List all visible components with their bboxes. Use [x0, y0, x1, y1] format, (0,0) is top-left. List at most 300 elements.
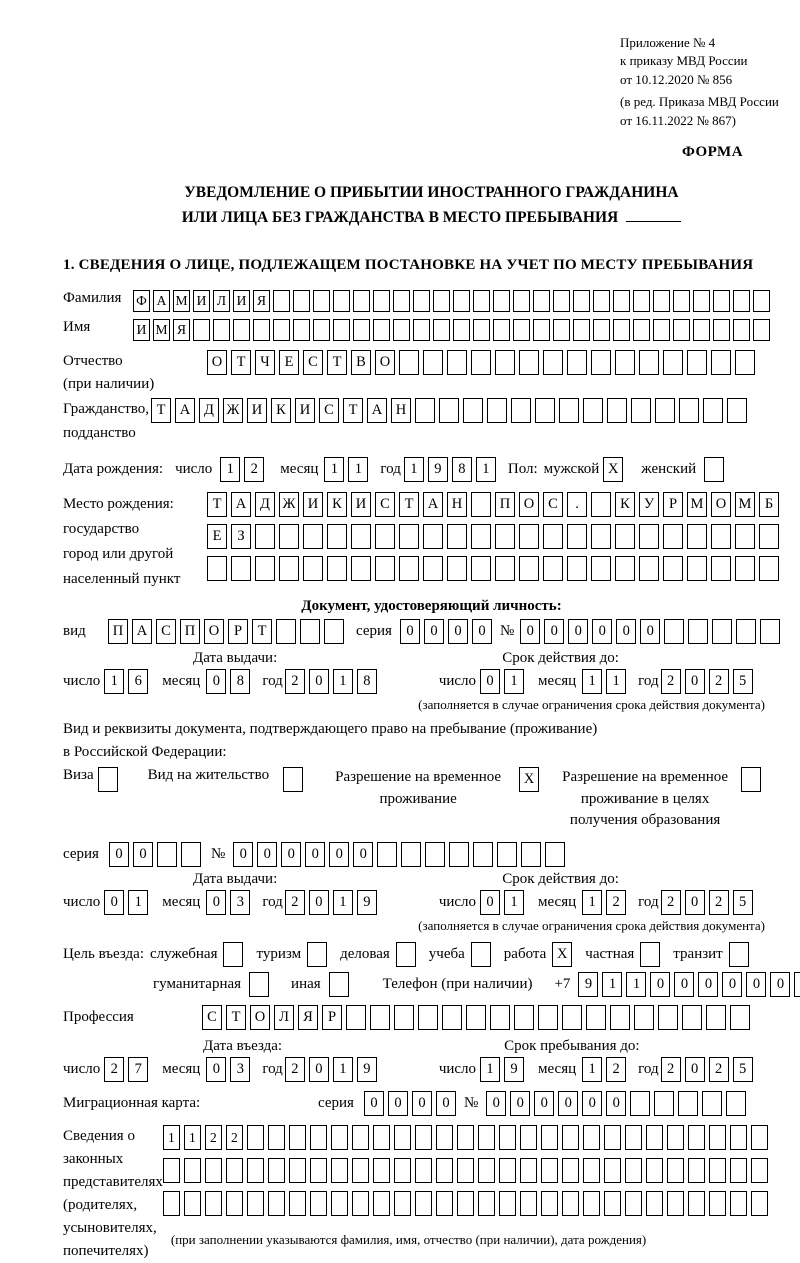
char-cell[interactable] [730, 1005, 750, 1030]
char-cell[interactable]: А [132, 619, 152, 644]
char-cell[interactable] [733, 319, 750, 341]
char-cell[interactable]: И [247, 398, 267, 423]
char-cell[interactable] [473, 842, 493, 867]
visa-checkbox[interactable] [98, 767, 122, 792]
char-cell[interactable]: А [367, 398, 387, 423]
char-cell[interactable] [679, 398, 699, 423]
rvp-education-checkbox[interactable] [741, 767, 765, 792]
char-cell[interactable] [711, 524, 731, 549]
char-cell[interactable] [511, 398, 531, 423]
char-cell[interactable] [490, 1005, 510, 1030]
char-cell[interactable]: С [202, 1005, 222, 1030]
char-cell[interactable] [303, 556, 323, 581]
char-cell[interactable]: 0 [674, 972, 694, 997]
char-cell[interactable] [353, 319, 370, 341]
char-cell[interactable] [436, 1158, 453, 1183]
char-cell[interactable]: Р [322, 1005, 342, 1030]
char-cell[interactable] [293, 319, 310, 341]
char-cell[interactable]: М [687, 492, 707, 517]
char-cell[interactable] [633, 319, 650, 341]
residence-valid-year-cells[interactable] [661, 890, 757, 915]
char-cell[interactable] [193, 319, 210, 341]
char-cell[interactable]: О [519, 492, 539, 517]
char-cell[interactable]: И [193, 290, 210, 312]
char-cell[interactable]: О [375, 350, 395, 375]
char-cell[interactable] [615, 556, 635, 581]
char-cell[interactable]: 2 [104, 1057, 124, 1082]
char-cell[interactable] [730, 1125, 747, 1150]
char-cell[interactable]: С [375, 492, 395, 517]
char-cell[interactable] [423, 524, 443, 549]
char-cell[interactable] [541, 1125, 558, 1150]
char-cell[interactable] [255, 556, 275, 581]
char-cell[interactable] [625, 1191, 642, 1216]
char-cell[interactable]: 0 [582, 1091, 602, 1116]
birth-place-cells-1[interactable] [207, 492, 783, 517]
char-cell[interactable]: В [351, 350, 371, 375]
valid-day-cells[interactable] [480, 669, 528, 694]
char-cell[interactable]: 9 [578, 972, 598, 997]
char-cell[interactable]: М [173, 290, 190, 312]
entry-day-cells[interactable] [104, 1057, 152, 1082]
char-cell[interactable] [640, 942, 660, 967]
entry-month-cells[interactable] [206, 1057, 254, 1082]
char-cell[interactable]: Т [231, 350, 251, 375]
surname-cells[interactable] [133, 290, 773, 312]
char-cell[interactable] [519, 556, 539, 581]
char-cell[interactable]: 0 [685, 890, 705, 915]
char-cell[interactable] [513, 319, 530, 341]
char-cell[interactable] [499, 1158, 516, 1183]
char-cell[interactable]: 0 [698, 972, 718, 997]
char-cell[interactable] [562, 1005, 582, 1030]
char-cell[interactable] [615, 350, 635, 375]
char-cell[interactable] [329, 972, 349, 997]
char-cell[interactable] [399, 556, 419, 581]
char-cell[interactable] [373, 319, 390, 341]
char-cell[interactable]: 1 [324, 457, 344, 482]
char-cell[interactable] [583, 398, 603, 423]
char-cell[interactable] [415, 1158, 432, 1183]
char-cell[interactable]: Т [151, 398, 171, 423]
char-cell[interactable]: 2 [285, 890, 305, 915]
char-cell[interactable]: П [108, 619, 128, 644]
rvp-checkbox[interactable] [519, 767, 543, 792]
char-cell[interactable]: И [303, 492, 323, 517]
char-cell[interactable] [207, 556, 227, 581]
char-cell[interactable]: 0 [364, 1091, 384, 1116]
char-cell[interactable]: 1 [602, 972, 622, 997]
char-cell[interactable] [664, 619, 684, 644]
char-cell[interactable]: 0 [480, 669, 500, 694]
given-name-cells[interactable] [133, 319, 773, 341]
char-cell[interactable] [98, 767, 118, 792]
char-cell[interactable] [751, 1158, 768, 1183]
char-cell[interactable]: 2 [285, 669, 305, 694]
purpose-other-checkbox[interactable] [329, 972, 353, 997]
char-cell[interactable] [377, 842, 397, 867]
gender-female-checkbox[interactable] [704, 457, 728, 482]
char-cell[interactable] [533, 290, 550, 312]
char-cell[interactable] [688, 619, 708, 644]
char-cell[interactable] [184, 1158, 201, 1183]
char-cell[interactable] [591, 350, 611, 375]
char-cell[interactable] [276, 619, 296, 644]
char-cell[interactable] [663, 556, 683, 581]
char-cell[interactable] [654, 1091, 674, 1116]
char-cell[interactable] [730, 1191, 747, 1216]
char-cell[interactable] [760, 619, 780, 644]
legal-reps-cells-3[interactable] [163, 1191, 772, 1216]
char-cell[interactable] [693, 319, 710, 341]
char-cell[interactable] [559, 398, 579, 423]
char-cell[interactable]: 1 [104, 669, 124, 694]
char-cell[interactable]: . [567, 492, 587, 517]
char-cell[interactable] [268, 1191, 285, 1216]
char-cell[interactable] [646, 1158, 663, 1183]
gender-male-checkbox[interactable] [603, 457, 627, 482]
issue-year-cells[interactable] [285, 669, 381, 694]
char-cell[interactable]: 2 [606, 1057, 626, 1082]
char-cell[interactable]: 1 [404, 457, 424, 482]
char-cell[interactable] [373, 1191, 390, 1216]
char-cell[interactable] [593, 319, 610, 341]
char-cell[interactable] [289, 1158, 306, 1183]
char-cell[interactable] [591, 524, 611, 549]
char-cell[interactable]: 0 [650, 972, 670, 997]
char-cell[interactable]: А [175, 398, 195, 423]
char-cell[interactable]: П [495, 492, 515, 517]
char-cell[interactable]: А [231, 492, 251, 517]
char-cell[interactable] [324, 619, 344, 644]
char-cell[interactable]: Ф [133, 290, 150, 312]
char-cell[interactable]: 0 [305, 842, 325, 867]
char-cell[interactable] [735, 350, 755, 375]
char-cell[interactable] [639, 350, 659, 375]
issue-month-cells[interactable] [206, 669, 254, 694]
char-cell[interactable]: 3 [230, 1057, 250, 1082]
char-cell[interactable]: 2 [661, 669, 681, 694]
char-cell[interactable] [751, 1125, 768, 1150]
char-cell[interactable]: 2 [661, 1057, 681, 1082]
char-cell[interactable] [373, 1158, 390, 1183]
char-cell[interactable] [553, 319, 570, 341]
char-cell[interactable] [394, 1125, 411, 1150]
char-cell[interactable] [478, 1158, 495, 1183]
char-cell[interactable] [370, 1005, 390, 1030]
char-cell[interactable] [759, 556, 779, 581]
char-cell[interactable] [205, 1191, 222, 1216]
char-cell[interactable] [457, 1191, 474, 1216]
char-cell[interactable] [375, 524, 395, 549]
char-cell[interactable]: 0 [558, 1091, 578, 1116]
char-cell[interactable] [573, 319, 590, 341]
char-cell[interactable] [711, 556, 731, 581]
char-cell[interactable] [646, 1191, 663, 1216]
char-cell[interactable] [415, 1125, 432, 1150]
char-cell[interactable] [521, 842, 541, 867]
char-cell[interactable] [471, 350, 491, 375]
char-cell[interactable] [399, 524, 419, 549]
char-cell[interactable]: 0 [480, 890, 500, 915]
char-cell[interactable] [425, 842, 445, 867]
char-cell[interactable] [268, 1125, 285, 1150]
char-cell[interactable]: 0 [257, 842, 277, 867]
char-cell[interactable]: Р [663, 492, 683, 517]
char-cell[interactable]: 1 [582, 1057, 602, 1082]
char-cell[interactable] [313, 290, 330, 312]
char-cell[interactable] [759, 524, 779, 549]
residence-series-cells[interactable] [109, 842, 205, 867]
char-cell[interactable]: С [319, 398, 339, 423]
char-cell[interactable] [658, 1005, 678, 1030]
char-cell[interactable] [562, 1125, 579, 1150]
char-cell[interactable] [226, 1191, 243, 1216]
char-cell[interactable] [655, 398, 675, 423]
char-cell[interactable]: 1 [163, 1125, 180, 1150]
char-cell[interactable]: Л [213, 290, 230, 312]
char-cell[interactable]: Д [199, 398, 219, 423]
char-cell[interactable]: Р [228, 619, 248, 644]
char-cell[interactable] [753, 290, 770, 312]
char-cell[interactable] [583, 1158, 600, 1183]
entry-year-cells[interactable] [285, 1057, 381, 1082]
char-cell[interactable] [413, 319, 430, 341]
char-cell[interactable] [726, 1091, 746, 1116]
char-cell[interactable] [457, 1158, 474, 1183]
char-cell[interactable]: 6 [128, 669, 148, 694]
char-cell[interactable] [520, 1191, 537, 1216]
char-cell[interactable]: 2 [709, 669, 729, 694]
char-cell[interactable] [607, 398, 627, 423]
char-cell[interactable] [163, 1158, 180, 1183]
purpose-official-checkbox[interactable] [223, 942, 247, 967]
char-cell[interactable]: 8 [357, 669, 377, 694]
char-cell[interactable] [231, 556, 251, 581]
char-cell[interactable]: К [327, 492, 347, 517]
char-cell[interactable]: 0 [520, 619, 540, 644]
char-cell[interactable] [625, 1158, 642, 1183]
char-cell[interactable]: 0 [309, 669, 329, 694]
char-cell[interactable] [352, 1191, 369, 1216]
char-cell[interactable] [663, 350, 683, 375]
char-cell[interactable] [583, 1125, 600, 1150]
char-cell[interactable] [591, 556, 611, 581]
char-cell[interactable] [711, 350, 731, 375]
char-cell[interactable] [604, 1191, 621, 1216]
char-cell[interactable] [573, 290, 590, 312]
char-cell[interactable]: 0 [133, 842, 153, 867]
phone-cells[interactable] [578, 972, 800, 997]
legal-reps-cells-2[interactable] [163, 1158, 772, 1183]
char-cell[interactable]: 2 [606, 890, 626, 915]
char-cell[interactable]: Я [298, 1005, 318, 1030]
purpose-business-checkbox[interactable] [396, 942, 420, 967]
char-cell[interactable] [373, 290, 390, 312]
legal-reps-cells-1[interactable] [163, 1125, 772, 1150]
char-cell[interactable]: 0 [448, 619, 468, 644]
char-cell[interactable]: Ж [223, 398, 243, 423]
birth-place-cells-3[interactable] [207, 556, 783, 581]
valid-month-cells[interactable] [582, 669, 630, 694]
char-cell[interactable] [473, 319, 490, 341]
char-cell[interactable] [352, 1158, 369, 1183]
char-cell[interactable]: 1 [582, 890, 602, 915]
char-cell[interactable]: Б [759, 492, 779, 517]
char-cell[interactable]: 0 [309, 1057, 329, 1082]
char-cell[interactable] [543, 524, 563, 549]
char-cell[interactable] [591, 492, 611, 517]
char-cell[interactable] [519, 350, 539, 375]
char-cell[interactable] [399, 350, 419, 375]
purpose-study-checkbox[interactable] [471, 942, 495, 967]
char-cell[interactable]: 1 [184, 1125, 201, 1150]
char-cell[interactable]: И [233, 290, 250, 312]
char-cell[interactable] [289, 1191, 306, 1216]
purpose-private-checkbox[interactable] [640, 942, 664, 967]
char-cell[interactable]: 0 [685, 669, 705, 694]
char-cell[interactable] [310, 1125, 327, 1150]
char-cell[interactable] [567, 524, 587, 549]
char-cell[interactable]: 1 [582, 669, 602, 694]
char-cell[interactable] [663, 524, 683, 549]
char-cell[interactable] [541, 1191, 558, 1216]
char-cell[interactable]: 0 [534, 1091, 554, 1116]
char-cell[interactable] [184, 1191, 201, 1216]
char-cell[interactable]: О [207, 350, 227, 375]
char-cell[interactable] [730, 1158, 747, 1183]
char-cell[interactable] [712, 619, 732, 644]
birth-place-cells-2[interactable] [207, 524, 783, 549]
char-cell[interactable] [346, 1005, 366, 1030]
char-cell[interactable]: 1 [504, 890, 524, 915]
char-cell[interactable] [545, 842, 565, 867]
char-cell[interactable]: 2 [661, 890, 681, 915]
char-cell[interactable]: Н [447, 492, 467, 517]
char-cell[interactable] [673, 290, 690, 312]
purpose-tourism-checkbox[interactable] [307, 942, 331, 967]
char-cell[interactable]: 0 [424, 619, 444, 644]
char-cell[interactable]: 0 [400, 619, 420, 644]
profession-cells[interactable] [202, 1005, 754, 1030]
char-cell[interactable] [310, 1158, 327, 1183]
char-cell[interactable] [471, 942, 491, 967]
char-cell[interactable] [447, 350, 467, 375]
migration-number-cells[interactable] [486, 1091, 750, 1116]
char-cell[interactable] [634, 1005, 654, 1030]
char-cell[interactable] [533, 319, 550, 341]
char-cell[interactable]: У [639, 492, 659, 517]
char-cell[interactable] [255, 524, 275, 549]
char-cell[interactable] [415, 398, 435, 423]
purpose-work-checkbox[interactable] [552, 942, 576, 967]
char-cell[interactable] [226, 1158, 243, 1183]
char-cell[interactable] [436, 1191, 453, 1216]
char-cell[interactable] [478, 1125, 495, 1150]
char-cell[interactable]: 0 [329, 842, 349, 867]
char-cell[interactable] [394, 1005, 414, 1030]
char-cell[interactable] [519, 524, 539, 549]
char-cell[interactable] [553, 290, 570, 312]
char-cell[interactable]: 0 [281, 842, 301, 867]
char-cell[interactable] [520, 1158, 537, 1183]
char-cell[interactable] [520, 1125, 537, 1150]
char-cell[interactable] [436, 1125, 453, 1150]
citizenship-cells[interactable] [151, 398, 751, 423]
purpose-humanitarian-checkbox[interactable] [249, 972, 273, 997]
char-cell[interactable]: 5 [733, 890, 753, 915]
char-cell[interactable]: 0 [606, 1091, 626, 1116]
char-cell[interactable]: О [204, 619, 224, 644]
char-cell[interactable] [273, 319, 290, 341]
char-cell[interactable] [375, 556, 395, 581]
char-cell[interactable] [300, 619, 320, 644]
char-cell[interactable] [567, 350, 587, 375]
char-cell[interactable] [639, 524, 659, 549]
char-cell[interactable] [493, 290, 510, 312]
char-cell[interactable] [163, 1191, 180, 1216]
char-cell[interactable]: И [295, 398, 315, 423]
char-cell[interactable] [418, 1005, 438, 1030]
char-cell[interactable] [353, 290, 370, 312]
migration-series-cells[interactable] [364, 1091, 460, 1116]
char-cell[interactable]: 9 [504, 1057, 524, 1082]
char-cell[interactable]: М [735, 492, 755, 517]
char-cell[interactable]: 0 [640, 619, 660, 644]
char-cell[interactable]: 8 [230, 669, 250, 694]
char-cell[interactable]: 1 [606, 669, 626, 694]
char-cell[interactable] [457, 1125, 474, 1150]
char-cell[interactable]: 0 [510, 1091, 530, 1116]
residence-permit-checkbox[interactable] [283, 767, 307, 792]
char-cell[interactable]: Я [253, 290, 270, 312]
char-cell[interactable] [646, 1125, 663, 1150]
char-cell[interactable]: 2 [205, 1125, 222, 1150]
char-cell[interactable] [181, 842, 201, 867]
char-cell[interactable] [453, 290, 470, 312]
char-cell[interactable]: 0 [436, 1091, 456, 1116]
char-cell[interactable] [562, 1191, 579, 1216]
char-cell[interactable]: Л [274, 1005, 294, 1030]
char-cell[interactable] [463, 398, 483, 423]
char-cell[interactable]: 8 [452, 457, 472, 482]
residence-valid-month-cells[interactable] [582, 890, 630, 915]
issue-day-cells[interactable] [104, 669, 152, 694]
char-cell[interactable] [331, 1125, 348, 1150]
char-cell[interactable]: Е [207, 524, 227, 549]
char-cell[interactable] [495, 556, 515, 581]
char-cell[interactable]: 1 [220, 457, 240, 482]
char-cell[interactable] [735, 556, 755, 581]
char-cell[interactable]: 1 [626, 972, 646, 997]
birth-day-cells[interactable] [220, 457, 268, 482]
char-cell[interactable]: 0 [388, 1091, 408, 1116]
char-cell[interactable] [687, 556, 707, 581]
char-cell[interactable]: 2 [285, 1057, 305, 1082]
char-cell[interactable] [741, 767, 761, 792]
char-cell[interactable] [583, 1191, 600, 1216]
char-cell[interactable] [729, 942, 749, 967]
char-cell[interactable] [313, 319, 330, 341]
char-cell[interactable] [413, 290, 430, 312]
char-cell[interactable] [351, 556, 371, 581]
char-cell[interactable]: 0 [233, 842, 253, 867]
char-cell[interactable] [727, 398, 747, 423]
char-cell[interactable]: 2 [709, 890, 729, 915]
char-cell[interactable] [543, 350, 563, 375]
char-cell[interactable]: X [519, 767, 539, 792]
char-cell[interactable] [442, 1005, 462, 1030]
